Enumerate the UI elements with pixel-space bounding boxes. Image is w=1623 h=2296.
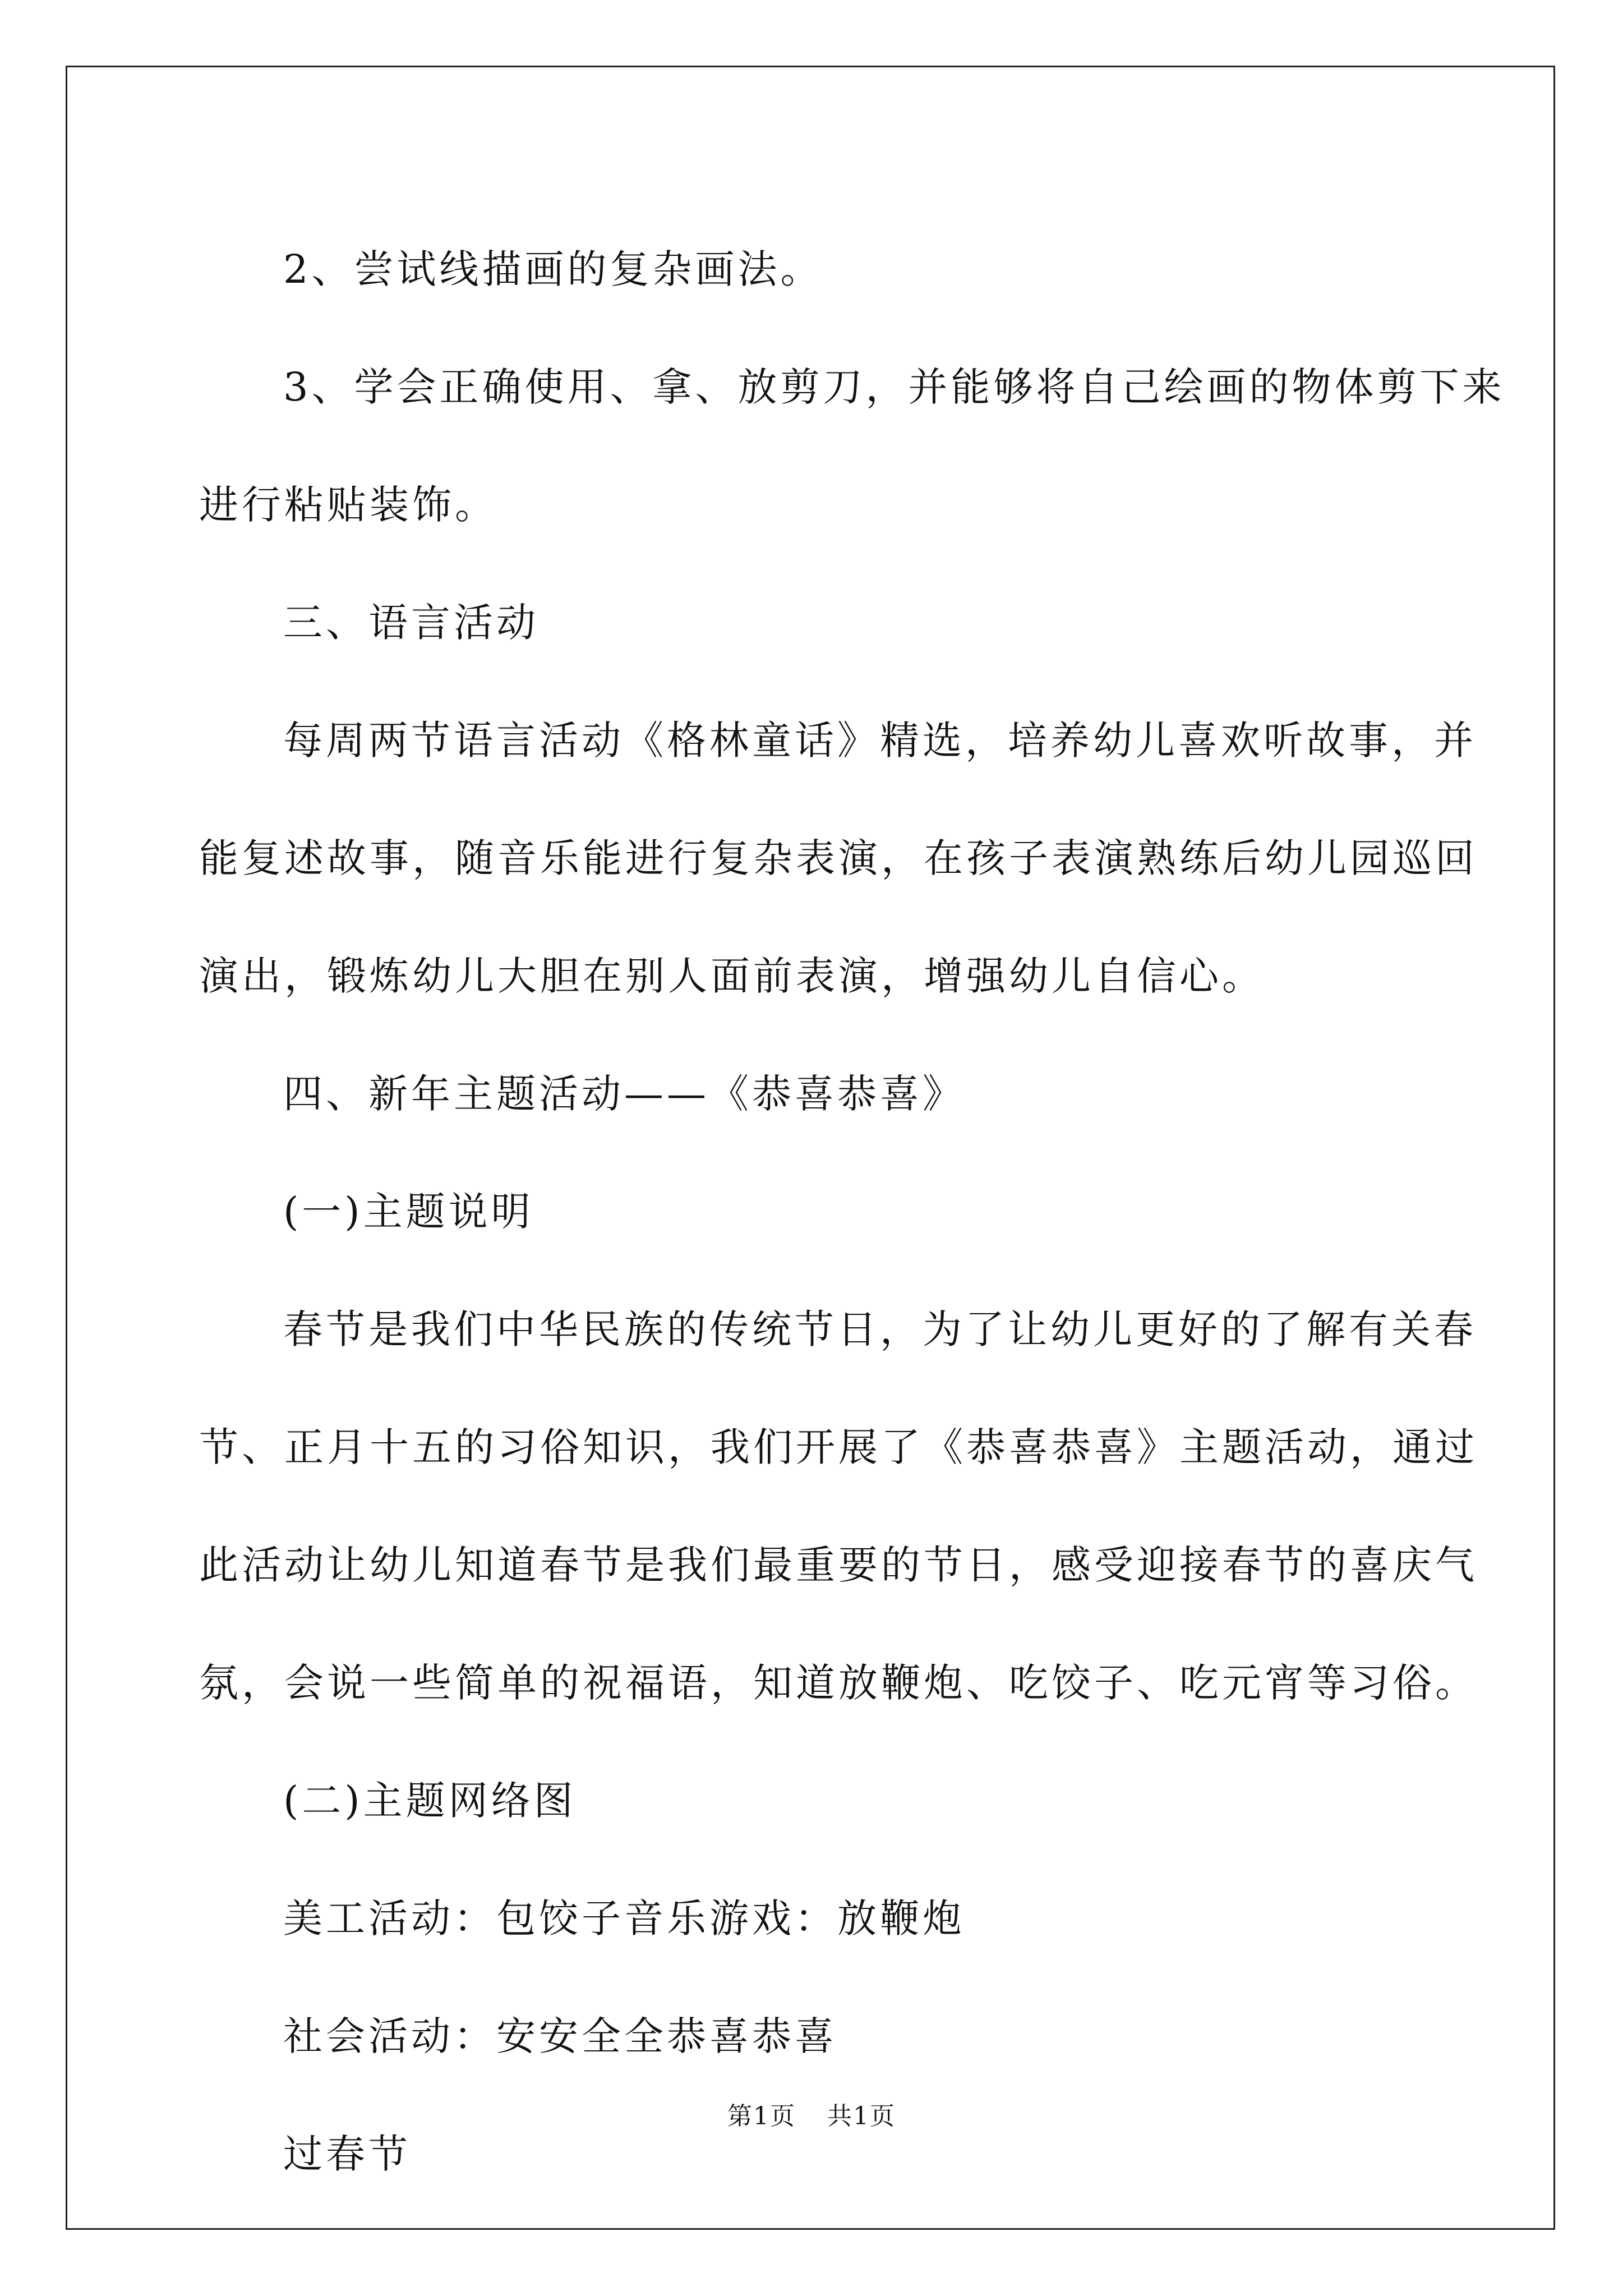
paragraph-item-3 xyxy=(199,328,1505,446)
text-line: 进行粘贴装饰。 xyxy=(199,482,497,528)
subheading-theme-description xyxy=(199,1153,1430,1271)
network-item-art xyxy=(199,1860,1430,1977)
text-line: 此活动让幼儿知道春节是我们最重要的节日，感受迎接春节的喜庆气 xyxy=(199,1542,1478,1588)
paragraph-language-body xyxy=(199,682,1477,799)
page-total: 共1页 xyxy=(827,2102,896,2131)
text-line: 每周两节语言活动《格林童话》精选，培养幼儿喜欢听故事，并 xyxy=(283,717,1477,763)
text-line: 春节是我们中华民族的传统节日，为了让幼儿更好的了解有关春 xyxy=(283,1306,1477,1352)
network-item-social xyxy=(199,1977,1430,2095)
paragraph-theme-body xyxy=(199,1271,1477,1388)
paragraph-language-body-line2 xyxy=(199,799,1478,917)
text-line: 3、学会正确使用、拿、放剪刀，并能够将自己绘画的物体剪下来 xyxy=(283,364,1505,410)
text-line: 演出，锻炼幼儿大胆在别人面前表演，增强幼儿自信心。 xyxy=(199,953,1265,999)
paragraph-theme-body-line4 xyxy=(199,1624,1478,1742)
text-line: 节、正月十五的习俗知识，我们开展了《恭喜恭喜》主题活动，通过 xyxy=(199,1424,1478,1470)
text-line: 氛，会说一些简单的祝福语，知道放鞭炮、吃饺子、吃元宵等习俗。 xyxy=(199,1660,1478,1706)
paragraph-language-body-line3 xyxy=(199,917,1430,1035)
text-line: 2、尝试线描画的复杂画法。 xyxy=(283,246,823,292)
page-footer xyxy=(0,2100,1623,2133)
paragraph-item-3-continued xyxy=(199,446,1430,564)
document-body xyxy=(199,210,1505,2213)
page-number: 第1页 xyxy=(727,2102,796,2131)
section-heading-language xyxy=(199,564,1430,682)
paragraph-theme-body-line3 xyxy=(199,1506,1478,1624)
text-line: 社会活动：安安全全恭喜恭喜 xyxy=(283,2013,837,2059)
subheading-theme-network xyxy=(199,1742,1430,1860)
section-heading-new-year xyxy=(199,1035,1430,1153)
paragraph-theme-body-line2 xyxy=(199,1388,1478,1506)
text-line: (一)主题说明 xyxy=(283,1189,534,1235)
text-line: 美工活动：包饺子音乐游戏：放鞭炮 xyxy=(283,1895,965,1941)
text-line: 能复述故事，随音乐能进行复杂表演，在孩子表演熟练后幼儿园巡回 xyxy=(199,835,1478,881)
text-line: 四、新年主题活动——《恭喜恭喜》 xyxy=(283,1071,965,1117)
paragraph-item-2 xyxy=(199,210,1430,328)
text-line: 三、语言活动 xyxy=(283,600,539,646)
text-line: (二)主题网络图 xyxy=(283,1778,577,1824)
text-line: 过春节 xyxy=(283,2131,411,2177)
